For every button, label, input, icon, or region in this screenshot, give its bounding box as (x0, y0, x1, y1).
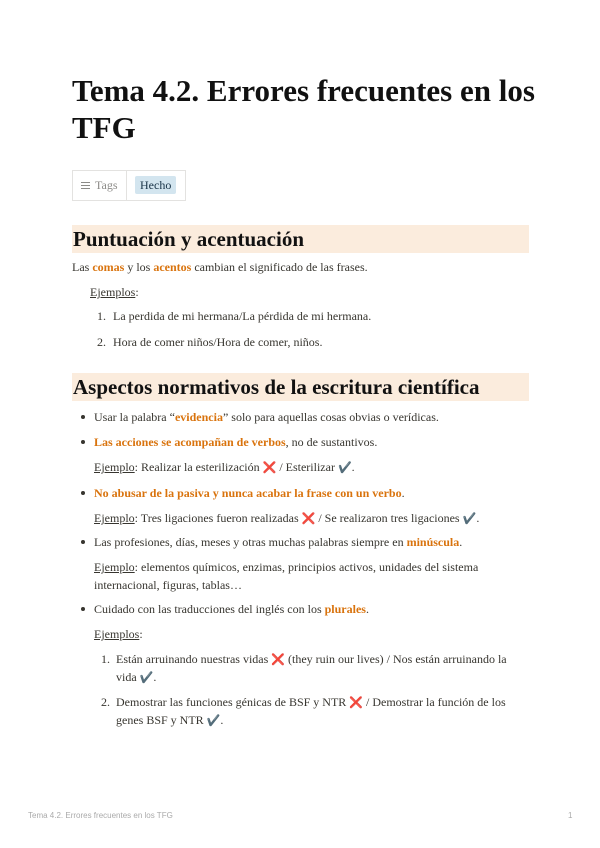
check-icon: ✔️ (462, 512, 477, 525)
list-item: 1. (97, 309, 106, 323)
list-item: 1. (101, 652, 110, 666)
tags-property (73, 171, 127, 200)
check-icon: ✔️ (337, 461, 352, 474)
tags-value (127, 178, 176, 193)
bullet-icon (81, 415, 85, 419)
bullet-icon (81, 540, 85, 544)
page-title: Tema 4.2. Errores frecuentes en los TFG (72, 73, 535, 145)
bullet-minuscula: Las profesiones, días, meses y otras muchas palabras siempre en minúscula. (94, 535, 463, 549)
list-item-text-cont: genes BSF y NTR ✔️. (116, 713, 224, 727)
cross-icon: ❌ (301, 512, 316, 525)
section1-intro: Las comas y los acentos cambian el significado de las frases. (72, 260, 368, 274)
example-verbos: Ejemplo: Realizar la esterilización ❌ / Esterilizar ✔️. (94, 460, 355, 474)
page-number: 1 (568, 811, 573, 820)
cross-icon: ❌ (271, 653, 285, 666)
cross-icon: ❌ (262, 461, 277, 474)
list-item-text: Hora de comer niños/Hora de comer, niños. (113, 335, 323, 349)
tag-chip[interactable]: Hecho (135, 176, 176, 194)
bullet-icon (81, 607, 85, 611)
section-heading-puntuacion: Puntuación y acentuación (72, 225, 529, 253)
list-item: 2. (101, 695, 110, 709)
section-heading-aspectos: Aspectos normativos de la escritura científica (72, 373, 529, 401)
bullet-evidencia: Usar la palabra “evidencia” solo para aquellas cosas obvias o verídicas. (94, 410, 439, 424)
check-icon: ✔️ (206, 714, 221, 727)
list-item-text: La perdida de mi hermana/La pérdida de mi hermana. (113, 309, 372, 323)
bullet-verbos: Las acciones se acompañan de verbos, no de sustantivos. (94, 435, 378, 449)
list-icon (81, 180, 90, 191)
bullet-icon (81, 491, 85, 495)
list-item-text: Están arruinando nuestras vidas ❌ (they ruin our lives) / Nos están arruinando la (116, 652, 507, 666)
bullet-pasiva: No abusar de la pasiva y nunca acabar la frase con un verbo. (94, 486, 405, 500)
list-item-text-cont: vida ✔️. (116, 670, 157, 684)
list-item-text: Demostrar las funciones génicas de BSF y NTR ❌ / Demostrar la función de los (116, 695, 506, 709)
bullet-icon (81, 440, 85, 444)
properties-table (72, 170, 186, 201)
cross-icon: ❌ (349, 696, 363, 709)
examples-label: Ejemplos: (94, 627, 143, 641)
footer-title: Tema 4.2. Errores frecuentes en los TFG (28, 811, 173, 820)
bullet-plurales: Cuidado con las traducciones del inglés con los plurales. (94, 602, 369, 616)
example-minuscula: Ejemplo: elementos químicos, enzimas, principios activos, unidades del sistema (94, 560, 479, 574)
example-minuscula-cont: internacional, figuras, tablas… (94, 578, 242, 592)
tags-label: Tags (95, 178, 118, 192)
list-item: 2. (97, 335, 106, 349)
check-icon: ✔️ (139, 671, 154, 684)
example-pasiva: Ejemplo: Tres ligaciones fueron realizadas ❌ / Se realizaron tres ligaciones ✔️. (94, 511, 480, 525)
examples-label: Ejemplos: (90, 285, 139, 299)
